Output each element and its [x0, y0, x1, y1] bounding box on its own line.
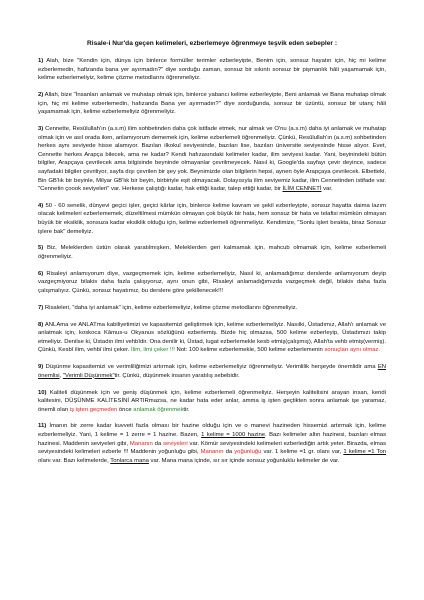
paragraph [38, 389, 386, 415]
paragraph [38, 321, 386, 355]
paragraph-text: Kaliteli düşünmek için ve geniş düşünmek için, kelime ezberlemeli öğrenmeliyiz. Herşeyin kalitelisini arayan insan, kendi kalitesini, DÜŞÜNME KALİTESİNİ ARTIRmazsa, ne kadar hata eder anlar, amma iş işten geçtikten sonra anlamak işe yaramaz, önemli olan [38, 389, 386, 413]
paragraph-number: 10) [38, 389, 47, 396]
paragraph-text: , [59, 372, 63, 379]
emphasized-text: sonuçları aynı olmaz. [324, 347, 381, 354]
paragraph-text: . Bazı kelimeler altın hazinesi, bazıları elmas hazinesi. Maddenin seviyeleri gibi, [38, 432, 387, 447]
paragraph-text: Biz, Meleklerden üstün olarak yaratılmışken, Meleklerden geri kalmamak için, mahcub olmamak için, kelime ezberlemeli öğrenmeliyiz. [38, 245, 386, 261]
paragraph-number: 5) [38, 245, 44, 252]
paragraph [38, 270, 386, 296]
paragraph-number: 4) [38, 202, 44, 209]
paragraph-text: Cennette, Resûlullah'ın (a.s.m) ilim sohbetinden daha çok istifade etmek, nur almak ve O'nu (a.s.m) daha iyi anlamak ve muhatap olmak için ve asıl orada iken, anlamıyorum dememek için, kelime ezberlemeli öğrenmeliyiz. Çünkü, Resûlullah'ın (a.s.m) sohbetinden herkes aynı seviyede hisse alamıyor. Bazıları ilkokul seviyesinde, bazıları lise, bazıları üniversite seviyesinde hisse alıyor. Evet, Cennette herkes Arapça bilecek, ama ne kadar? Kendi hafızasındaki kelimeler kadar, ilim seviyesi kadar. Yani, beyinindeki bütün bilgiler, Arapçaya çevrilecek ama bilgisinde beyninde olmayanlar çevrilmeyecek. Nasıl ki, Google'da sayfayı çevir deyince, sadece sayfadaki bilgiler çevriliyor, sayfa dışı çevrilen bir şey yok. Beynimizde olan bilgilerin hepsi, aynen öyle Arapçaya çevrilecek. Elbetteki, Bin GB'lık bir beyinle, Milyar GB'lık bir beyin, birbiriyle eşit olmayacak. Dolayısıyla ilim seviyemiz kadar, ilim Cennetinden istifade var. "Cennetin çoook seviyeleri" var. Herkese çalıştığı kadar, hak ettiği kadar, talep ettiği kadar, bir [38, 125, 386, 193]
emphasized-text: 1 kelime = 1000 hazine [201, 432, 266, 439]
paragraph-text: da [223, 449, 235, 456]
emphasized-text: Mananın [200, 449, 224, 456]
paragraph-number: 2) [38, 91, 44, 98]
paragraph-text: ANLAma ve ANLATma kabiliyetimizi ve kapasitemizi geliştirmek için, kelime ezberlemeliyiz. Nasılki, Üstadımız, Allah'ı anlamak ve anlatmak için, koskoca Kâmus-u Okyanus sözlüğünü ezberlemiş. Bizde hiç olmazsa, 500 kelime ezberleyip, Üstadımızı takip etmeliyiz. Denilse ki, Üstadın ilmi vehbîdir. Ona denilir ki, Üstad, lugat ezberlemekle kesb etmiş(çalışmış), Allah'ta vehb etmiş(vermiş). Çünkü, Kesbî ilim, vehbî ilmi çeker. [38, 321, 387, 354]
paragraph [38, 304, 386, 313]
emphasized-text: anlamak [133, 406, 156, 413]
paragraph [38, 202, 386, 236]
document-title: Risale-i Nur'da geçen kelimeleri, ezberlemeye öğrenmeye teşvik eden sebepler : [86, 40, 338, 47]
paragraph [38, 91, 386, 117]
paragraph-text: var. Mana mana içinde, sır sır içinde sonsuz yoğunluklu kelimeler de var. [148, 457, 340, 464]
paragraph-text: Risaleleri, "daha iyi anlamak" için, kelime ezberlemeliyiz, kelime çözme metodlarını öğrenmeliyiz. [44, 304, 298, 311]
emphasized-text: Mananın [129, 440, 153, 447]
paragraph-text: var. [321, 186, 333, 193]
paragraph-text: Not: 100 kelime ezberlemekle, 500 kelime ezberlemenin [174, 347, 325, 354]
paragraph-text: olanı var. Bazı kelimelerde, [38, 457, 111, 464]
paragraph-text: Allah, bize "İnsanları anlamak ve muhatap olmak için, binlerce yabancı kelime ezberleyipte, Beni anlamak ve Bana muhatap olmak için, hiç mi kelime ezberlemedin, hafızanda Bana yer ayırmadın?" diye sorduğunda, sonsuz bir üzüntü, sonsuz bir utanç hâli yaşamamak için, kelime ezberlemeliyiz öğrenmeliyiz. [38, 91, 386, 116]
paragraph-text: tir. Çünkü, düşünmek insanın yaratılış sebebidir. [114, 372, 240, 379]
emphasized-text: seviyeleri [163, 440, 188, 447]
emphasized-text: 1 kelime =1 Ton [343, 449, 386, 456]
paragraph-text: Düşünme kapasitemizi ve verimliliğimizi artırmak için, kelime ezberlemeliyiz öğrenmeliyiz. Verimlilik herşeyde önemlidir ama [45, 364, 378, 371]
emphasized-text: iş işten geçmeden [69, 406, 118, 413]
paragraph-text: Risaleyi anlamıyorum diye, vazgeçmemek için, kelime ezberlemeliyiz, Nasıl ki, anlamadığımız derslerde anlamıyorum deyip vazgeçmiyoruz bilakis daha fazla çalışıyoruz, aynı onun gibi, Risaleyi anlamadığımızda vazgeçmek değil, bilakis daha fazla çalışmalıyız. Çünkü, sonsuz hayatımız, bu derslere göre şekillenecek!!! [38, 270, 386, 294]
paragraph-number: 6) [38, 270, 44, 277]
paragraph-number: 1) [38, 58, 44, 64]
paragraph-text: var. 1 kelime =1 gr. olanı var, [261, 449, 344, 456]
paragraph-text: da [152, 440, 164, 447]
emphasized-text: yoğunluğu [234, 449, 262, 456]
emphasized-text: İlim, ilmi çeker !!! [130, 347, 175, 354]
emphasized-text: EN önemlisi [38, 364, 386, 379]
emphasized-text: İLİM CENNETİ [282, 186, 322, 193]
paragraph-text: İmanın bir zerre kadar kuvveti fazla olması bir hazine olduğu için ve o manevi hazineden hissemizi artırmak için, kelime ezberlemeliyiz. Yani, 1 kelime = 1 zerre = 1 hazine. Bazen, [38, 423, 386, 439]
paragraph-number: 9) [38, 364, 44, 371]
paragraph-list [38, 57, 386, 465]
paragraph-number: 11) [38, 423, 47, 430]
paragraph-text: önce [117, 406, 134, 413]
emphasized-text: öğrenmek [157, 406, 184, 413]
paragraph-number: 8) [38, 321, 44, 328]
emphasized-text: "Verimli Düşünmek" [62, 372, 115, 379]
paragraph-text: var. Kömür seviyesindeki kelimeleri ezberlediğin artık yeter. Birazda, elmas seviyesindeki kelimeleri ezberle !!! Maddenin yoğunluğu gibi, [38, 440, 387, 456]
paragraph [38, 125, 386, 194]
emphasized-text: Tonlarca mana [110, 457, 149, 464]
paragraph-number: 7) [38, 304, 44, 311]
paragraph-text: Alah, bize "Kendin için, dünya için binlerce formüller terimler ezberleyipte, Benim için, sonsuz hayatın için, hiç mi kelime ezberlemedin, hafizanda bana yer ayırmadın?" diye sorduğu zaman, sonsuz bir sıkıntı sonsuz bir pişmanlık hâli yaşamamak için, kelime ezberlemeliyiz, kelime çözme metodlarını öğrenmeliyiz. [38, 58, 386, 82]
paragraph-number: 3) [38, 125, 44, 132]
paragraph [38, 363, 386, 380]
paragraph [38, 422, 386, 465]
paragraph-text: tir. [183, 406, 190, 413]
paragraph [38, 57, 386, 83]
paragraph-text: 50 - 60 senelik, dünyevi geçici işler, geçici kârlar için, binlerce kelime kavram ve şekil ezberleyipte, sonsuz hayatta daima lazım olacak kelimeleri ezberlememek, düzeltilmesi mümkün olmayan çok büyük bir hata, hem sonsuz bir hata ve telafisi mümkün olmayan büyük bir eksiklik, sonsuza kadar eksiklik olduğu için, kelime ezberlemeli öğrenmeliyiz. Kendimize, "Sonlu işleri bırakta, biraz Sonsuz işlere bak" demeliyiz. [38, 202, 386, 235]
paragraph [38, 244, 386, 261]
